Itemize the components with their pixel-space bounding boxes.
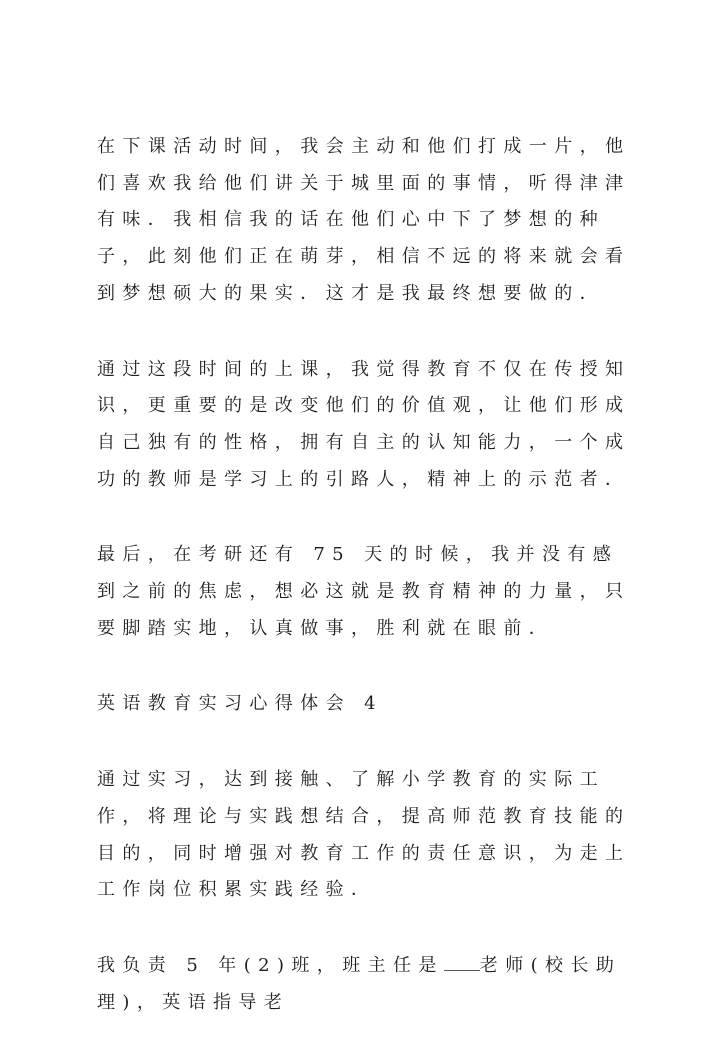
document-body: [97, 129, 642, 1060]
paragraph-teaching-reflection: 通过这段时间的上课，我觉得教育不仅在传授知识，更重要的是改变他们的价值观，让他们形成自己独有的性格，拥有自主的认知能力，一个成功的教师是学习上的引路人，精神上的示范者．: [97, 358, 631, 490]
paragraph-internship-purpose: 通过实习，达到接触、了解小学教育的实际工作，将理论与实践想结合，提高师范教育技能的目的，同时增强对教育工作的责任意识，为走上工作岗位积累实践经验．: [97, 769, 631, 901]
section-heading: 英语教育实习心得体会 4: [97, 693, 383, 715]
class-assignment-text-after: 老师(校长助理)，英语指导老: [97, 954, 622, 1013]
paragraph-after-class-activities: 在下课活动时间，我会主动和他们打成一片，他们喜欢我给他们讲关于城里面的事情，听得津津有味．我相信我的话在他们心中下了梦想的种子，此刻他们正在萌芽，相信不远的将来就会看到梦想硕大的果实．这才是我最终想要做的．: [97, 136, 631, 304]
paragraph-class-assignment: [97, 948, 642, 1021]
class-assignment-text-before: 我负责 5 年(2)班，班主任是: [97, 954, 444, 976]
paragraph-exam-countdown: 最后，在考研还有 75 天的时候，我并没有感到之前的焦虑，想必这就是教育精神的力量，只要脚踏实地，认真做事，胜利就在眼前．: [97, 544, 631, 639]
blank-fill-line: [444, 956, 480, 971]
